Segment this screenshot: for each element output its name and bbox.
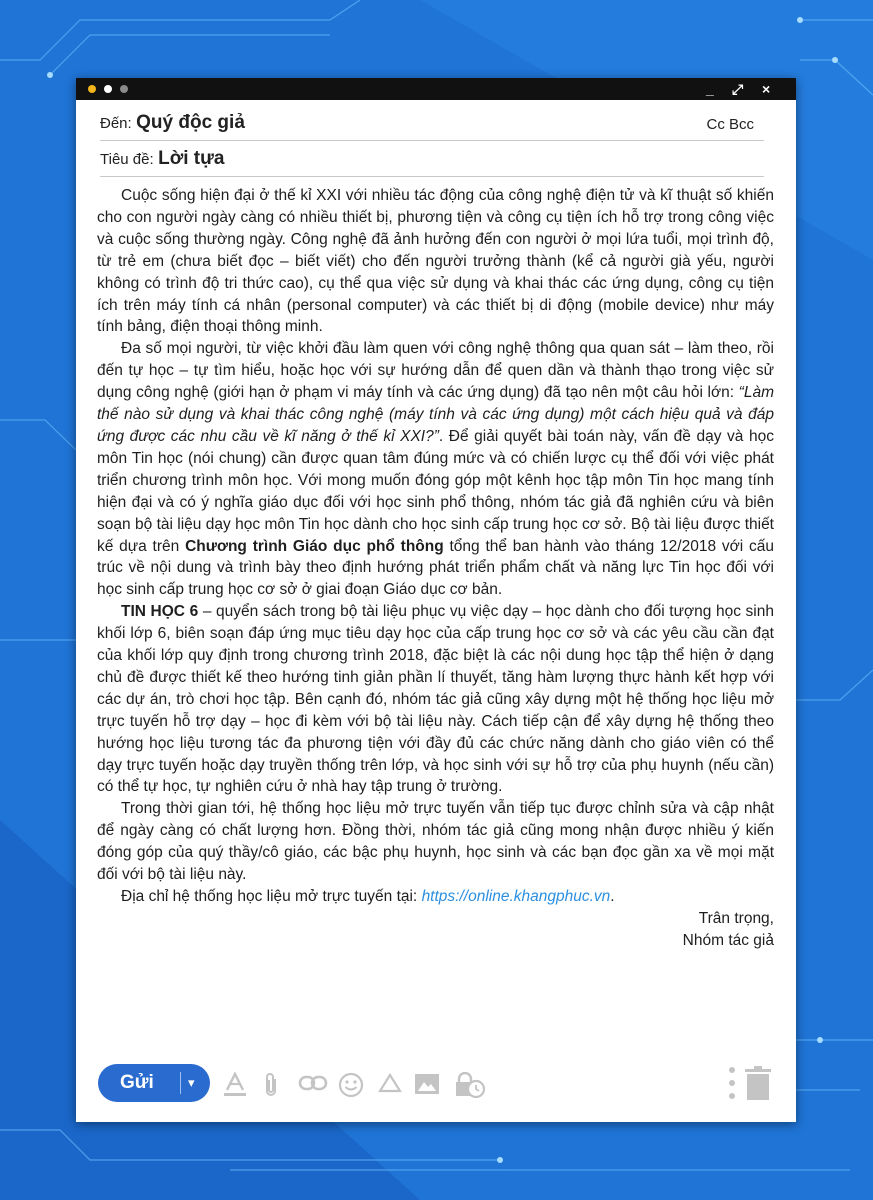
send-label: Gửi	[120, 1072, 154, 1093]
window-dot-yellow[interactable]	[88, 85, 96, 93]
close-button[interactable]: ×	[762, 81, 771, 97]
p5-text: Địa chỉ hệ thống học liệu mở trực tuyến tại:	[121, 888, 422, 905]
paragraph-1: Cuộc sống hiện đại ở thế kỉ XXI với nhiều tác động của công nghệ điện tử và kĩ thuật số khiến cho con người ngày càng có nhiều thiết bị, phương tiện và công cụ tiện ích hỗ trợ trong công việc và cuộc sống thường ngày. Công nghệ đã ảnh hưởng đến con người ở mọi lứa tuổi, mọi trình độ, từ trẻ em (chưa biết đọc – biết viết) cho đến người trưởng thành (kể cả người già yếu, người không có trình độ tri thức cao), cụ thể qua việc sử dụng và khai thác các ứng dụng, công cụ tiện ích trên máy tính cá nhân (personal computer) và các thiết bị di động (mobile device) như máy tính bảng, điện thoại thông minh.	[97, 187, 774, 336]
p2-bold: Chương trình Giáo dục phổ thông	[185, 537, 444, 555]
p2-text-c: tổng thể ban hành vào tháng 12/2018 với cấu trúc về nội dung và trình bày theo định hướng phát triển phẩm chất và năng lực Tin học đối với học sinh cấp trung học cơ sở ở giai đoạn Giáo dục cơ bản.	[97, 537, 774, 599]
email-compose-window	[76, 78, 796, 1122]
paragraph-4: Trong thời gian tới, hệ thống học liệu mở trực tuyến vẫn tiếp tục được chỉnh sửa và cập nhật để ngày càng có chất lượng hơn. Đồng thời, nhóm tác giả cũng mong nhận được nhiều ý kiến đóng góp của quý thầy/cô giáo, các bậc phụ huynh, học sinh và các bạn đọc gần xa về mọi mặt đối với bộ tài liệu này.	[97, 800, 774, 884]
window-dot-white[interactable]	[104, 85, 112, 93]
maximize-button[interactable]: ⤢	[732, 81, 744, 97]
send-button[interactable]	[98, 1064, 210, 1102]
attach-icon[interactable]	[262, 1072, 280, 1098]
signature-greeting: Trân trọng,	[698, 909, 774, 927]
p2-text-a: Đa số mọi người, từ việc khởi đầu làm quen với công nghệ thông qua quan sát – làm theo, rồi đến tự học – tự tìm hiểu, hoặc học với sự hướng dẫn để quen dần và thành thạo trong việc sử dụng công nghệ (giới hạn ở phạm vi máy tính và các ứng dụng) đã tạo nên một câu hỏi lớn:	[97, 340, 774, 402]
p2-text-b: . Để giải quyết bài toán này, vấn đề dạy và học môn Tin học (nói chung) cần được quan tâm đúng mức và có chiến lược cụ thể đối với việc phát triển chương trình môn học. Với mong muốn đóng góp một kênh học tập môn Tin học mang tính hiện đại và có ý nghĩa giáo dục đối với học sinh phổ thông, nhóm tác giả đã nghiên cứu và biên soạn bộ tài liệu dạy học môn Tin học dành cho học sinh cấp trung học cơ sở. Bộ tài liệu được thiết kế dựa trên	[97, 427, 774, 555]
subject-value[interactable]: Lời tựa	[158, 148, 225, 169]
p3-text: – quyển sách trong bộ tài liệu phục vụ việc dạy – học dành cho đối tượng học sinh khối lớp 6, biên soạn đáp ứng mục tiêu dạy học của cấp trung học cơ sở và các yêu cầu cần đạt của khối lớp quy định trong chương trình 2018, đặc biệt là các nội dung học tập thể hiện ở dạng chủ đề được thiết kế theo hướng tinh giản phần lí thuyết, tăng hàm lượng thực hành kết hợp với các dự án, trò chơi học tập. Bên cạnh đó, nhóm tác giả cũng xây dựng một hệ thống học liệu mở trực tuyến hỗ trợ dạy – học đi kèm với bộ tài liệu này. Cách tiếp cận để xây dựng hệ thống theo hướng học liệu tương tác đa phương tiện với đầy đủ các chức năng dành cho giáo viên có thể dạy trực tuyến hoặc dạy truyền thống trên lớp, và học sinh với sự hỗ trợ của phụ huynh (nếu cần) có thể tự học, tự nghiên cứu ở nhà hay tập trung ở trường.	[97, 603, 774, 796]
signature-name: Nhóm tác giả	[682, 931, 774, 949]
to-field[interactable]	[100, 112, 764, 141]
p3-bold: TIN HỌC 6	[121, 603, 199, 621]
trash-icon[interactable]	[744, 1066, 772, 1100]
website-link[interactable]: https://online.khangphuc.vn	[421, 888, 611, 905]
p2-quote: “Làm thế nào sử dụng và khai thác công nghệ (máy tính và các ứng dụng) một cách hiệu quả và đáp ứng được các nhu cầu về kĩ năng ở thế kỉ XXI?”	[97, 384, 774, 445]
to-value[interactable]: Quý độc giả	[136, 112, 245, 133]
send-options-icon[interactable]: ▾	[188, 1075, 195, 1090]
p5-end: .	[610, 888, 615, 905]
window-titlebar	[76, 78, 796, 100]
subject-label: Tiêu đề:	[100, 151, 154, 168]
window-dot-gray[interactable]	[120, 85, 128, 93]
paragraph-5	[97, 886, 774, 908]
drive-icon[interactable]	[378, 1072, 402, 1094]
link-icon[interactable]	[298, 1072, 328, 1094]
minimize-button[interactable]: _	[706, 81, 714, 97]
compose-toolbar	[98, 1064, 774, 1104]
more-options-icon[interactable]	[728, 1066, 736, 1100]
paragraph-3	[97, 601, 774, 798]
emoji-icon[interactable]	[338, 1072, 364, 1098]
text-format-icon[interactable]	[224, 1072, 246, 1096]
message-body[interactable]	[97, 185, 774, 952]
schedule-lock-icon[interactable]	[454, 1072, 486, 1098]
send-separator	[180, 1072, 181, 1094]
image-icon[interactable]	[414, 1072, 440, 1096]
subject-field[interactable]	[100, 148, 764, 177]
paragraph-2	[97, 338, 774, 601]
cc-bcc-link[interactable]: Cc Bcc	[706, 116, 754, 133]
to-label: Đến:	[100, 115, 132, 132]
